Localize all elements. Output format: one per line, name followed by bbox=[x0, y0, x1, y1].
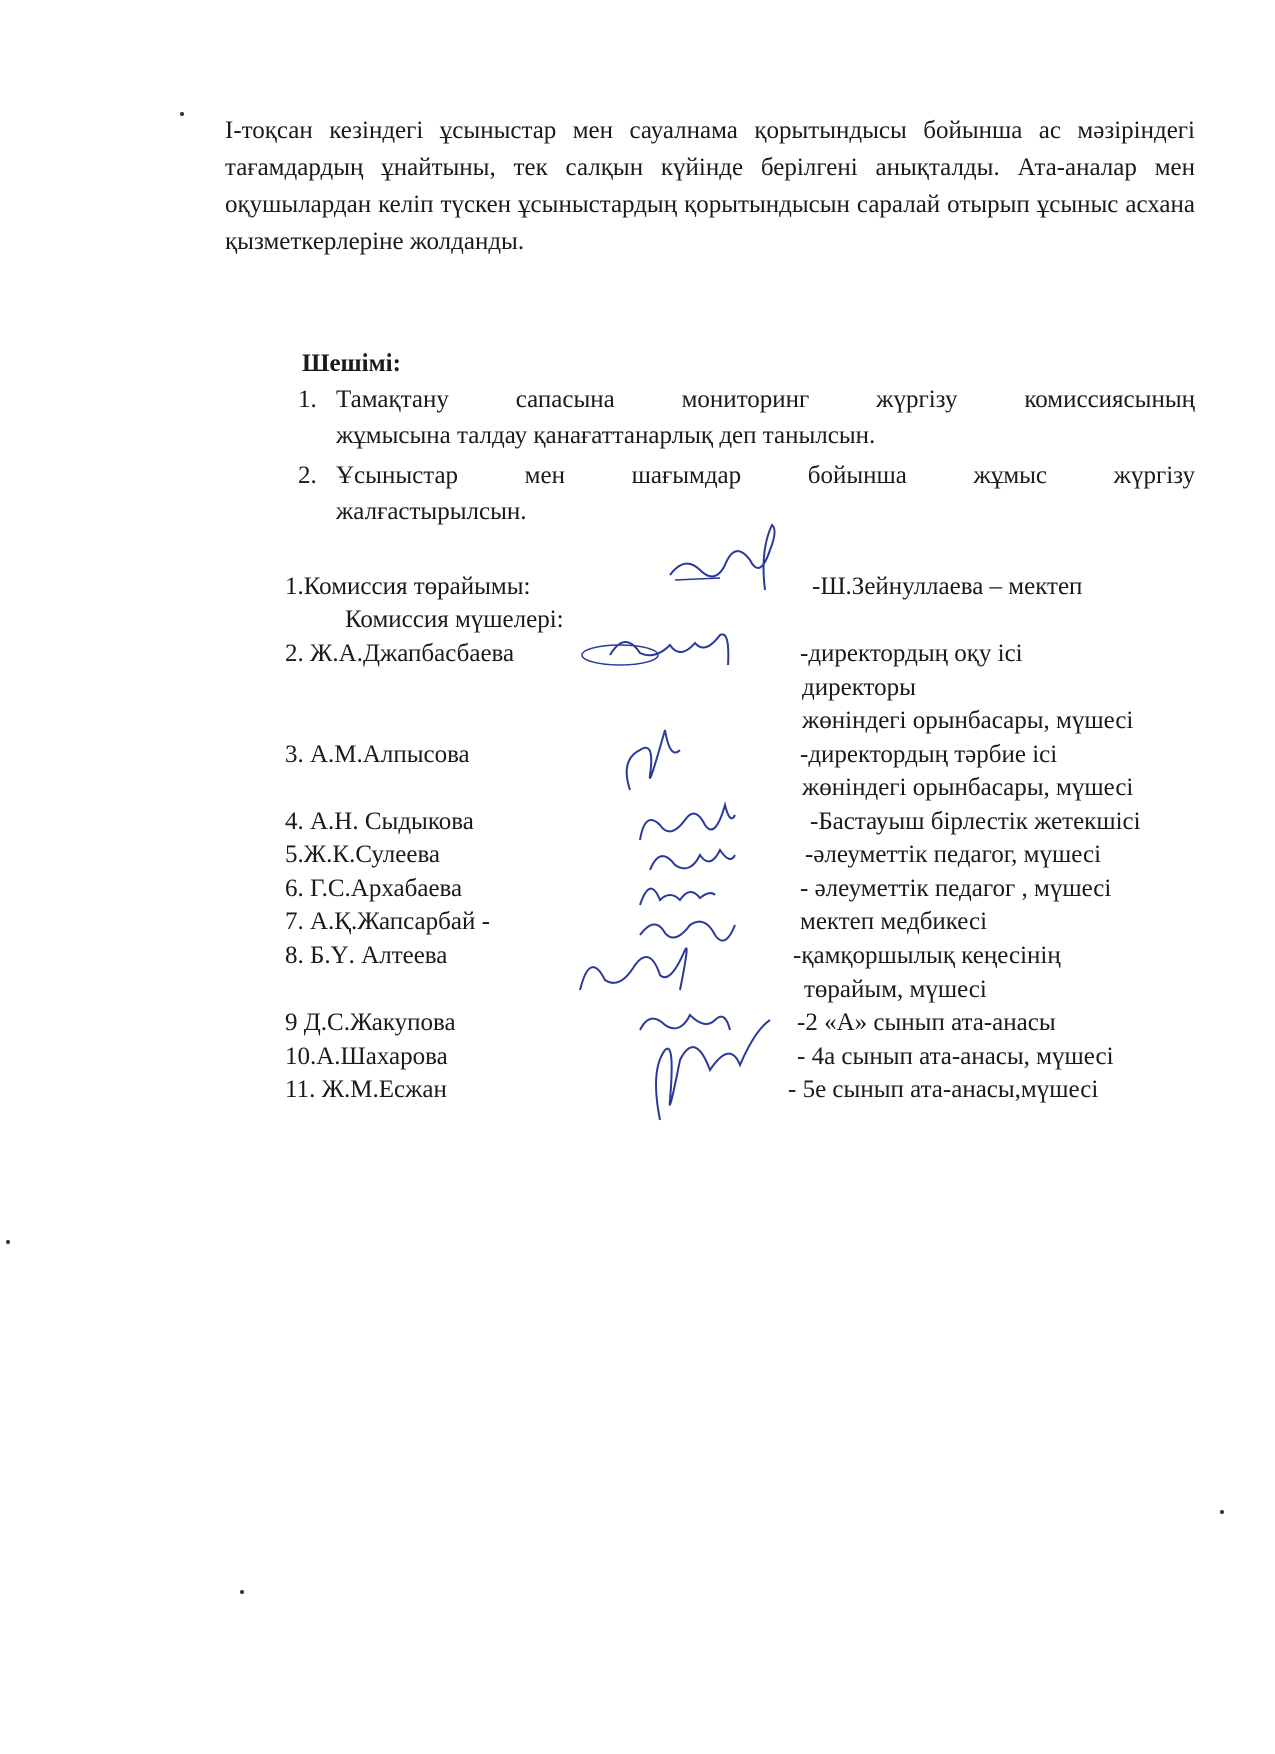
member-role: -директордың тәрбие ісі bbox=[800, 741, 1058, 768]
signature-member bbox=[630, 870, 720, 910]
member-role: жөніндегі орынбасары, мүшесі bbox=[802, 707, 1134, 734]
member-name: 5.Ж.К.Сулеева bbox=[285, 841, 441, 868]
member-role: төрайым, мүшесі bbox=[804, 976, 987, 1003]
decision-item bbox=[298, 382, 1195, 454]
decision-item-text: Ұсыныстар мен шағымдар бойынша жұмыс жүргізу bbox=[336, 462, 1195, 489]
member-role: жөніндегі орынбасары, мүшесі bbox=[802, 774, 1134, 801]
decision-item-number: 1. bbox=[298, 386, 317, 413]
member-role: -Бастауыш бірлестік жетекшісі bbox=[810, 808, 1141, 835]
signature-member bbox=[620, 1010, 790, 1130]
scan-dot bbox=[1220, 1510, 1224, 1514]
member-role: - 4а сынып ата-анасы, мүшесі bbox=[797, 1043, 1114, 1070]
member-name: 11. Ж.М.Есжан bbox=[285, 1076, 447, 1103]
signature-chair bbox=[660, 520, 790, 600]
member-role: -2 «А» сынып ата-анасы bbox=[797, 1009, 1056, 1036]
member-role: -қамқоршылық кеңесінің bbox=[793, 942, 1061, 969]
intro-paragraph: І-тоқсан кезіндегі ұсыныстар мен сауалнама қорытындысы бойынша ас мәзіріндегі тағамдардың ұнайтыны, тек салқын күйінде берілгені анықталды. Ата-аналар мен оқушылардан келіп түскен ұсыныстардың қорытындысын саралай отырып ұсыныс асхана қызметкерлеріне жолданды. bbox=[225, 117, 1195, 255]
member-name: 8. Б.Ү. Алтеева bbox=[285, 942, 448, 969]
member-role: директоры bbox=[802, 674, 916, 701]
signature-member bbox=[570, 930, 700, 1000]
member-role: - 5е сынып ата-анасы,мүшесі bbox=[788, 1076, 1099, 1103]
member-name: 7. А.Қ.Жапсарбай - bbox=[285, 908, 490, 935]
scan-dot bbox=[6, 1240, 10, 1244]
member-name: 4. А.Н. Сыдыкова bbox=[285, 808, 474, 835]
decision-item-number: 2. bbox=[298, 462, 317, 489]
member-name: 6. Г.С.Архабаева bbox=[285, 875, 463, 902]
member-name: 10.А.Шахарова bbox=[285, 1043, 448, 1070]
member-name: 2. Ж.А.Джапбасбаева bbox=[285, 640, 515, 667]
scan-dot bbox=[240, 1590, 244, 1594]
member-role: -директордың оқу ісі bbox=[800, 640, 1023, 667]
member-role: -әлеуметтік педагог, мүшесі bbox=[805, 841, 1102, 868]
decision-item-text: жалғастырылсын. bbox=[336, 498, 527, 525]
member-role: - әлеуметтік педагог , мүшесі bbox=[800, 875, 1112, 902]
members-label: Комиссия мүшелері: bbox=[345, 606, 564, 633]
chair-label: 1.Комиссия төрайымы: bbox=[285, 573, 531, 600]
chair-role: -Ш.Зейнуллаева – мектеп bbox=[812, 573, 1083, 600]
decision-item-text: Тамақтану сапасына мониторинг жүргізу комиссиясының bbox=[336, 386, 1195, 413]
signature-member bbox=[580, 615, 740, 675]
scan-dot bbox=[180, 112, 184, 116]
decision-heading: Шешімі: bbox=[302, 350, 401, 377]
signature-member bbox=[610, 720, 690, 800]
member-role: мектеп медбикесі bbox=[800, 908, 988, 935]
decision-list bbox=[298, 382, 1195, 534]
member-name: 9 Д.С.Жакупова bbox=[285, 1009, 456, 1036]
member-name: 3. А.М.Алпысова bbox=[285, 741, 470, 768]
decision-item-text: жұмысына талдау қанағаттанарлық деп танылсын. bbox=[336, 422, 876, 449]
